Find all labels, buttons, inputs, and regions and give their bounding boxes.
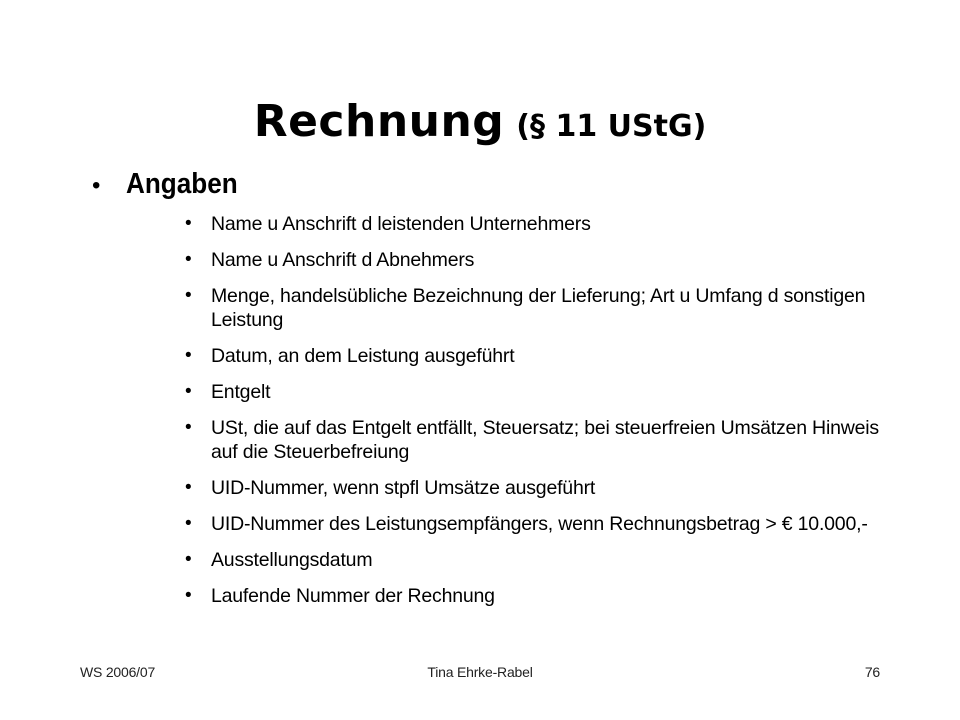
angaben-list — [185, 212, 885, 620]
bullet-marker: • — [92, 172, 101, 199]
list-item — [185, 248, 885, 272]
bullet-marker: • — [185, 381, 192, 402]
list-item-text: UID-Nummer des Leistungsempfängers, wenn Rechnungsbetrag > € 10.000,- — [211, 513, 868, 535]
bullet-marker: • — [185, 213, 192, 234]
list-item-text: Datum, an dem Leistung ausgeführt — [211, 345, 515, 367]
bullet-marker: • — [185, 285, 192, 306]
bullet-marker: • — [185, 585, 192, 606]
list-item-text: USt, die auf das Entgelt entfällt, Steuersatz; bei steuerfreien Umsätzen Hinweis auf die Steuerbefreiung — [211, 417, 879, 463]
list-item-text: Laufende Nummer der Rechnung — [211, 585, 495, 607]
list-item — [185, 284, 885, 332]
list-item — [185, 548, 885, 572]
bullet-marker: • — [185, 417, 192, 438]
list-item-text: Ausstellungsdatum — [211, 549, 373, 571]
slide-title-main: Rechnung — [253, 96, 505, 147]
list-item — [185, 584, 885, 608]
list-item-text: Menge, handelsübliche Bezeichnung der Lieferung; Art u Umfang d sonstigen Leistung — [211, 285, 866, 331]
footer-author: Tina Ehrke-Rabel — [427, 664, 533, 680]
footer-page-number: 76 — [864, 664, 880, 680]
list-item — [185, 380, 885, 404]
list-item-text: UID-Nummer, wenn stpfl Umsätze ausgeführt — [211, 477, 596, 499]
list-item — [185, 512, 885, 536]
footer-semester: WS 2006/07 — [80, 664, 156, 680]
bullet-marker: • — [185, 249, 192, 270]
list-item — [185, 476, 885, 500]
list-item-text: Entgelt — [211, 381, 271, 403]
slide-title — [0, 96, 960, 147]
list-item — [185, 344, 885, 368]
bullet-marker: • — [185, 513, 192, 534]
heading-text: Angaben — [126, 168, 238, 200]
slide-title-suffix: (§ 11 UStG) — [516, 109, 707, 144]
list-item — [185, 416, 885, 464]
list-item — [185, 212, 885, 236]
bullet-marker: • — [185, 477, 192, 498]
list-item-text: Name u Anschrift d Abnehmers — [211, 249, 475, 271]
heading-angaben — [92, 168, 250, 201]
bullet-marker: • — [185, 549, 192, 570]
bullet-marker: • — [185, 345, 192, 366]
list-item-text: Name u Anschrift d leistenden Unternehmers — [211, 213, 591, 235]
